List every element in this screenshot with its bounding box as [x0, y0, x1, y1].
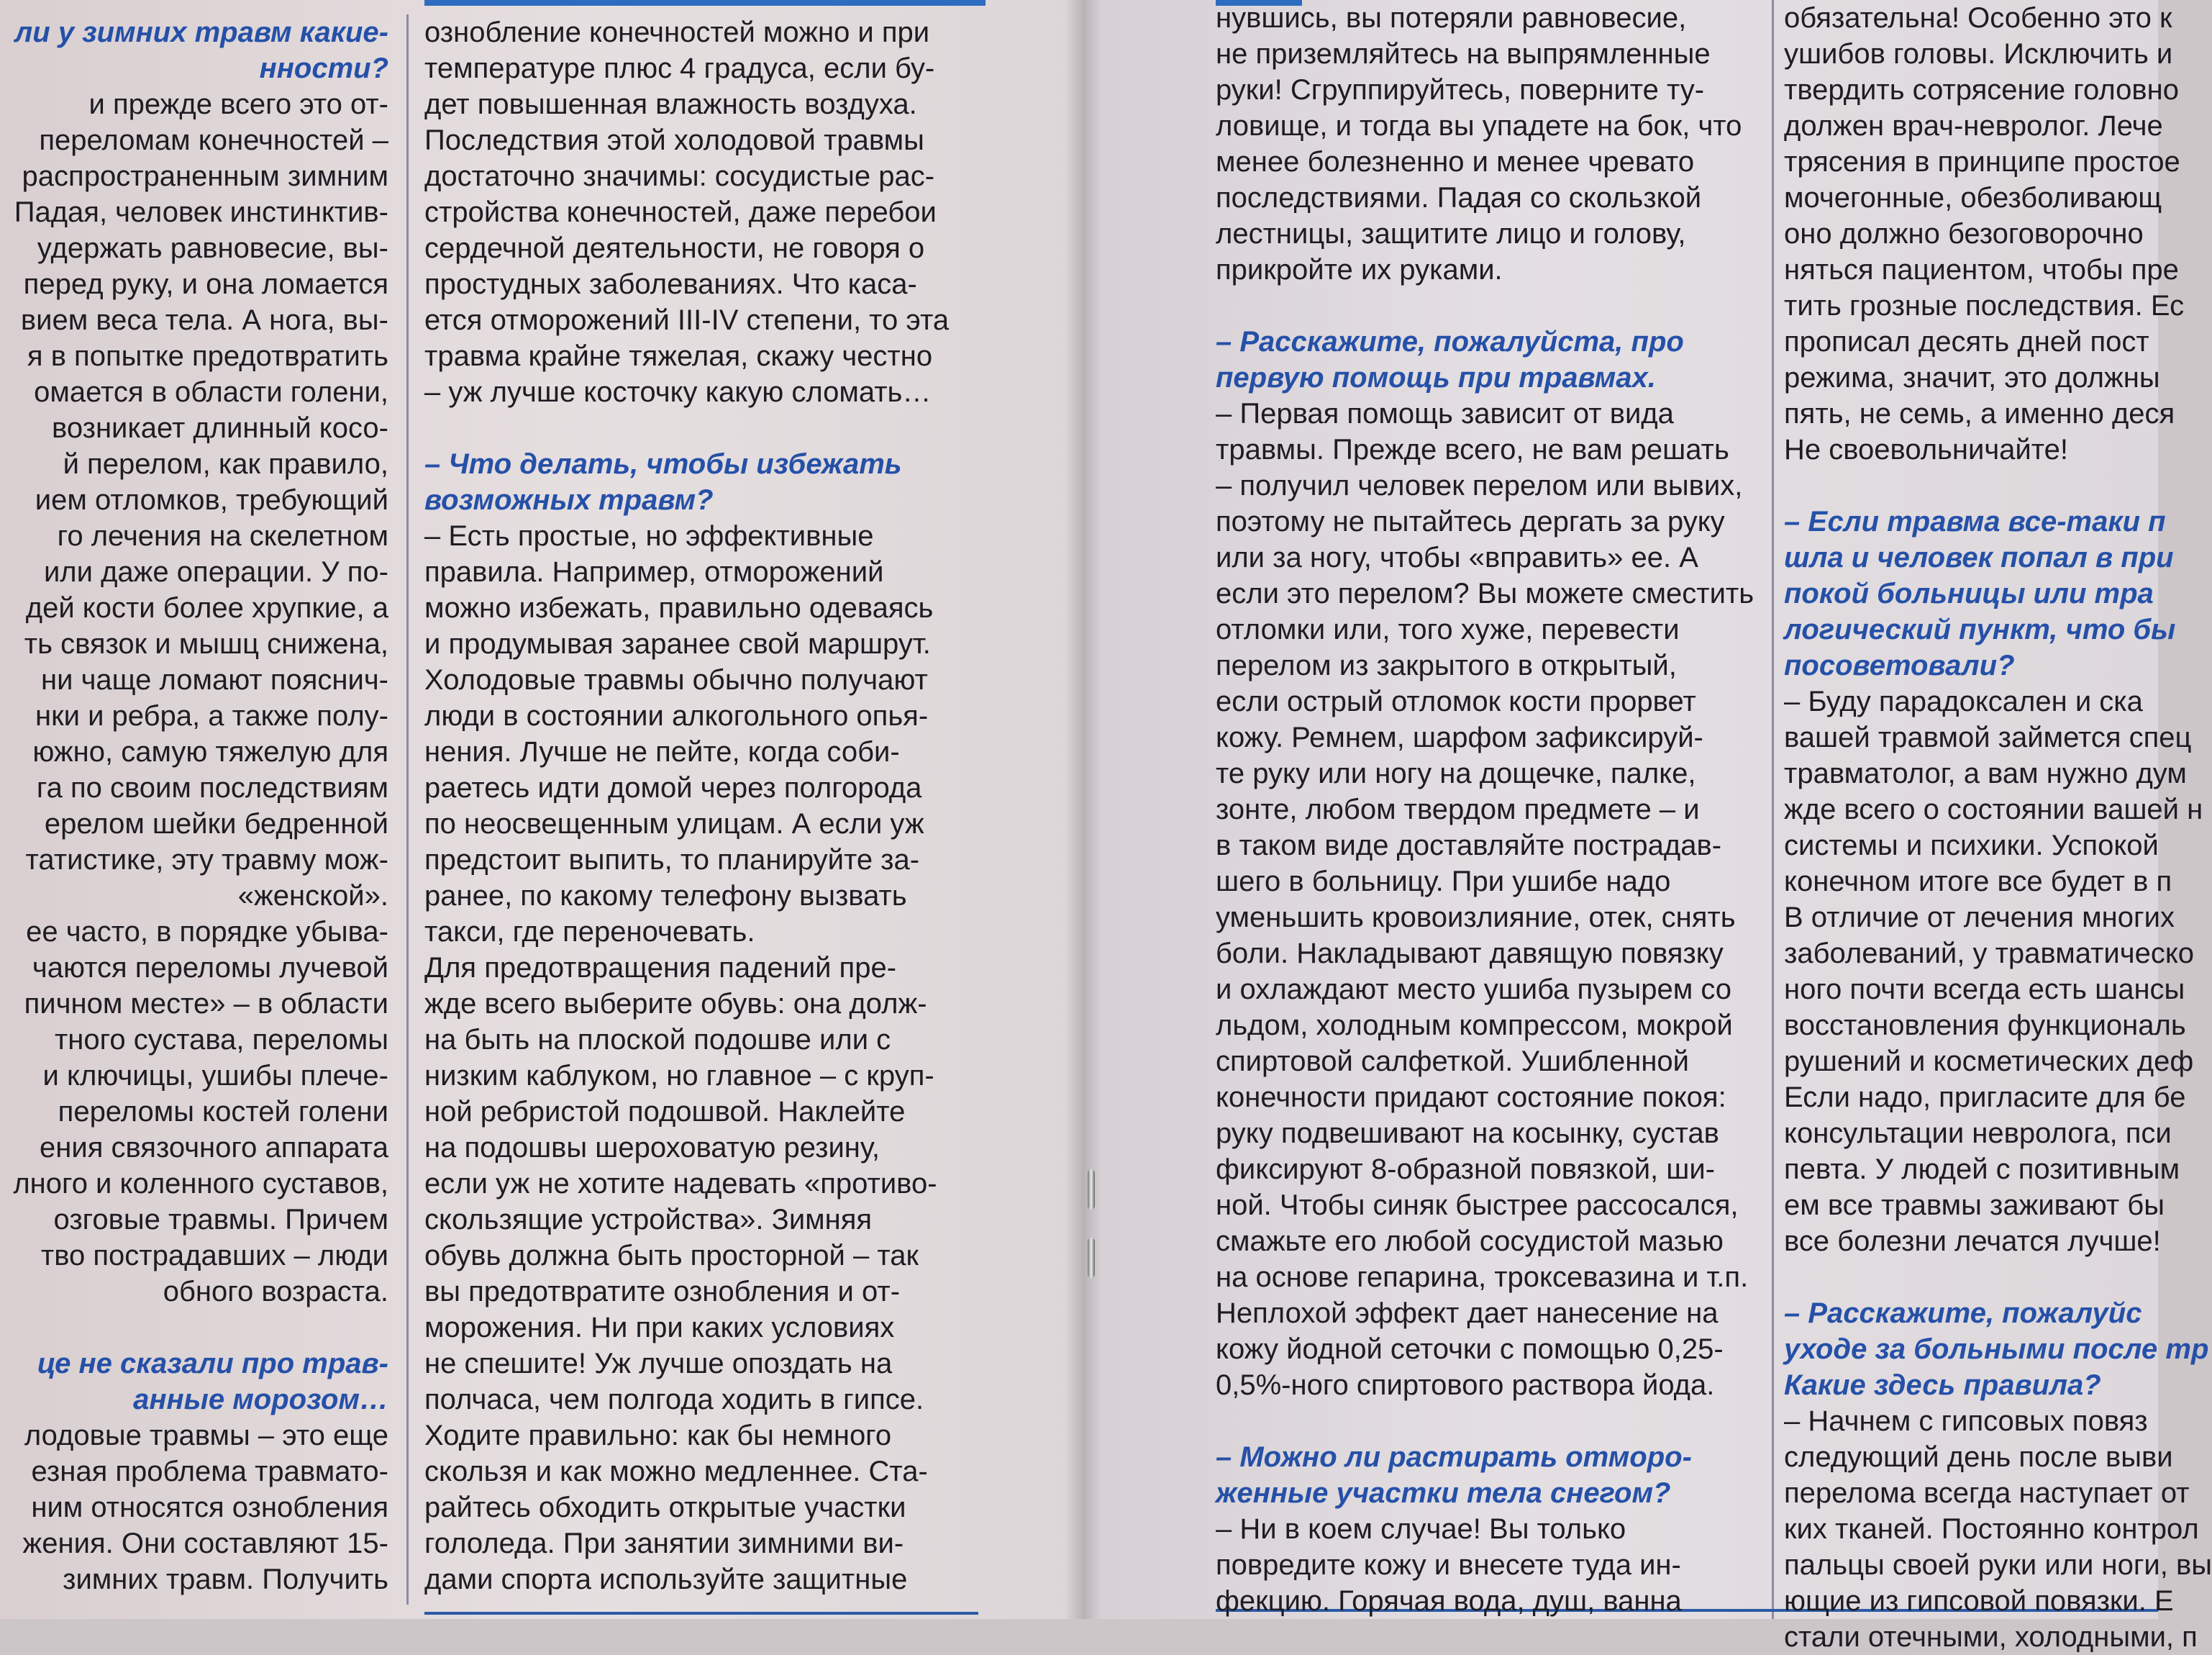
text-line: Неплохой эффект дает нанесение на [1216, 1297, 1719, 1329]
text-line: 0,5%-ного спиртового раствора йода. [1216, 1369, 1715, 1401]
text-line: тного сустава, переломы [54, 1024, 388, 1056]
text-line: ного почти всегда есть шансы [1784, 974, 2185, 1005]
text-line: люди в состоянии алкогольного опья- [424, 700, 929, 732]
text-line: нки и ребра, а также полу- [35, 700, 388, 732]
question-heading-line: Какие здесь правила? [1784, 1369, 2101, 1401]
text-line: жде всего о состоянии вашей н [1784, 794, 2203, 825]
text-line: В отличие от лечения многих [1784, 902, 2175, 933]
text-line: ознобление конечностей можно и при [424, 17, 930, 48]
text-line: райтесь обходить открытые участки [424, 1492, 906, 1523]
text-line: – Буду парадоксален и ска [1784, 686, 2143, 717]
text-line: на быть на плоской подошве или с [424, 1024, 891, 1056]
text-line: правила. Например, отморожений [424, 556, 884, 588]
text-line: консультации невролога, пси [1784, 1117, 2172, 1149]
question-heading-line: – Что делать, чтобы избежать [424, 448, 902, 480]
text-line: озговые травмы. Причем [53, 1204, 388, 1235]
text-line: ни чаще ломают пояснич- [41, 664, 388, 696]
text-line: восстановления функциональ [1784, 1010, 2186, 1041]
text-line: травма крайне тяжелая, скажу честно [424, 340, 933, 372]
text-line: распространенным зимним [22, 160, 388, 192]
question-heading-line: первую помощь при травмах. [1216, 362, 1656, 394]
text-line: вы предотвратите ознобления и от- [424, 1276, 901, 1307]
text-line: Не своевольничайте! [1784, 434, 2068, 466]
text-line: вием веса тела. А нога, вы- [20, 304, 388, 336]
text-line: ть связок и мышц снижена, [24, 628, 388, 660]
text-line: и охлаждают место ушиба пузырем со [1216, 974, 1732, 1005]
text-line [1216, 1403, 1770, 1439]
text-line: езная проблема травмато- [31, 1456, 388, 1487]
text-line: – уж лучше косточку какую сломать… [424, 376, 932, 408]
text-line: Если надо, пригласите для бе [1784, 1082, 2186, 1113]
text-line: зимних травм. Получить [63, 1564, 388, 1595]
text-line: предстоит выпить, то планируйте за- [424, 844, 920, 876]
text-line [1784, 468, 2158, 504]
text-line: – получил человек перелом или вывих, [1216, 470, 1743, 502]
text-line: системы и психики. Успокой [1784, 830, 2159, 861]
text-line [424, 410, 1000, 446]
text-line: ких тканей. Постоянно контрол [1784, 1513, 2199, 1545]
text-line: перелом из закрытого в открытый, [1216, 650, 1677, 681]
text-line: го лечения на скелетном [57, 520, 388, 552]
text-line: чаются переломы лучевой [32, 952, 388, 984]
text-line: ется отморожений III-IV степени, то эта [424, 304, 950, 336]
text-line: конечности придают состояние покоя: [1216, 1082, 1726, 1113]
bottom-accent-line-left [424, 1612, 978, 1615]
text-line: режима, значит, это должны [1784, 362, 2160, 394]
text-line: твердить сотрясение головно [1784, 74, 2179, 106]
question-heading-line: нности? [259, 53, 388, 84]
text-line: спиртовой салфеткой. Ушибленной [1216, 1046, 1690, 1077]
text-line: няться пациентом, чтобы пре [1784, 254, 2179, 286]
text-line: должен врач-невролог. Лече [1784, 110, 2163, 142]
binding-spine [1065, 0, 1101, 1619]
text-line: нувшись, вы потеряли равновесие, [1216, 2, 1687, 34]
text-line: жде всего выберите обувь: она долж- [424, 988, 927, 1020]
text-line: – Есть простые, но эффективные [424, 520, 874, 552]
text-line: прописал десять дней пост [1784, 326, 2149, 358]
text-line: температуре плюс 4 градуса, если бу- [424, 53, 935, 84]
text-line: руки! Сгруппируйтесь, поверните ту- [1216, 74, 1705, 106]
text-line: скользящие устройства». Зимняя [424, 1204, 873, 1235]
text-line: прикройте их руками. [1216, 254, 1503, 286]
text-line: переломам конечностей – [39, 124, 388, 156]
text-line: шего в больницу. При ушибе надо [1216, 866, 1671, 897]
text-line: тить грозные последствия. Ес [1784, 290, 2185, 322]
text-line: травматолог, а вам нужно дум [1784, 758, 2187, 789]
text-line: фиксируют 8-образной повязкой, ши- [1216, 1153, 1716, 1185]
text-line: ловище, и тогда вы упадете на бок, что [1216, 110, 1742, 142]
text-line: певта. У людей с позитивным [1784, 1153, 2180, 1185]
text-line: и прежде всего это от- [88, 89, 388, 120]
text-line: следующий день после выви [1784, 1441, 2173, 1473]
text-line: й перелом, как правило, [63, 448, 388, 480]
column-divider-2 [1772, 0, 1774, 1619]
text-line: тво пострадавших – люди [40, 1240, 388, 1271]
text-line: дет повышенная влажность воздуха. [424, 89, 917, 120]
text-line: отломки или, того хуже, перевести [1216, 614, 1680, 645]
text-line: ения связочного аппарата [40, 1132, 388, 1164]
text-line: зонте, любом твердом предмете – и [1216, 794, 1700, 825]
text-line: татистике, эту травму мож- [25, 844, 388, 876]
text-line: ним относятся ознобления [31, 1492, 388, 1523]
text-line: лестницы, защитите лицо и голову, [1216, 218, 1686, 250]
text-line: переломы костей голени [58, 1096, 388, 1128]
text-line: если это перелом? Вы можете сместить [1216, 578, 1754, 609]
text-column-1 [0, 14, 388, 1597]
text-line: обувь должна быть просторной – так [424, 1240, 919, 1271]
text-line: низким каблуком, но главное – с круп- [424, 1060, 934, 1092]
text-line: обного возраста. [163, 1276, 388, 1307]
text-line: руку подвешивают на косынку, сустав [1216, 1117, 1719, 1149]
text-line: по неосвещенным улицам. А если уж [424, 808, 924, 840]
text-line: южно, самую тяжелую для [32, 736, 388, 768]
text-line: ющие из гипсовой повязки. Е [1784, 1585, 2174, 1617]
text-line: боли. Накладывают давящую повязку [1216, 938, 1724, 969]
question-heading-line: логический пункт, что бы [1784, 614, 2176, 645]
text-line: фекцию. Горячая вода, душ, ванна [1216, 1585, 1682, 1617]
text-line: кожу йодной сеточки с помощью 0,25- [1216, 1333, 1724, 1365]
text-line: ием отломков, требующий [35, 484, 388, 516]
question-heading-line: уходе за больными после тр [1784, 1333, 2209, 1365]
question-heading-line: возможных травм? [424, 484, 714, 516]
question-heading-line: анные морозом… [133, 1384, 388, 1415]
text-line: вашей травмой займется спец [1784, 722, 2192, 753]
text-line: я в попытке предотвратить [27, 340, 388, 372]
text-line: заболеваний, у травматическо [1784, 938, 2195, 969]
text-line: те руку или ногу на дощечке, палке, [1216, 758, 1696, 789]
text-line: или за ногу, чтобы «вправить» ее. А [1216, 542, 1698, 573]
text-line: га по своим последствиям [36, 772, 388, 804]
question-heading-line: женные участки тела снегом? [1216, 1477, 1671, 1509]
question-heading-line: – Можно ли растирать отморо- [1216, 1441, 1692, 1473]
staple-bottom [1088, 1238, 1095, 1278]
text-line: скользя и как можно медленнее. Ста- [424, 1456, 928, 1487]
text-line: перелома всегда наступает от [1784, 1477, 2190, 1509]
text-line: травмы. Прежде всего, не вам решать [1216, 434, 1729, 466]
text-line: трясения в принципе простое [1784, 146, 2180, 178]
text-line: ной. Чтобы синяк быстрее рассосался, [1216, 1189, 1739, 1221]
text-column-3 [1216, 0, 1770, 1619]
text-line: – Ни в коем случае! Вы только [1216, 1513, 1626, 1545]
question-heading-line: ли у зимних травм какие- [14, 17, 388, 48]
text-line: пальцы своей руки или ноги, вы [1784, 1549, 2212, 1581]
text-line: «женской». [237, 880, 388, 912]
text-line: оно должно безоговорочно [1784, 218, 2144, 250]
question-heading-line: шла и человек попал в при [1784, 542, 2174, 573]
question-heading-line: покой больницы или тра [1784, 578, 2154, 609]
text-line: лодовые травмы – это еще [24, 1420, 388, 1451]
text-line: – Начнем с гипсовых повяз [1784, 1405, 2148, 1437]
text-line: ее часто, в порядке убыва- [26, 916, 388, 948]
question-heading-line: посоветовали? [1784, 650, 2015, 681]
text-line: дами спорта используйте защитные [424, 1564, 908, 1595]
text-line: если уж не хотите надевать «противо- [424, 1168, 937, 1200]
text-line [0, 1310, 388, 1346]
text-line: – Первая помощь зависит от вида [1216, 398, 1674, 430]
text-line: мочегонные, обезболивающ [1784, 182, 2162, 214]
text-line: стали отечными, холодными, п [1784, 1621, 2198, 1653]
text-line: Последствия этой холодовой травмы [424, 124, 924, 156]
text-line: простудных заболеваниях. Что каса- [424, 268, 917, 300]
text-line: гололеда. При занятии зимними ви- [424, 1528, 904, 1559]
text-line: Ходите правильно: как бы немного [424, 1420, 892, 1451]
text-line: перед руку, и она ломается [23, 268, 388, 300]
question-heading-line: це не сказали про трав- [37, 1348, 388, 1379]
text-line: пичном месте» – в области [24, 988, 388, 1020]
text-line: сердечной деятельности, не говоря о [424, 232, 925, 264]
text-line: если острый отломок кости прорвет [1216, 686, 1696, 717]
text-line: ушибов головы. Исключить и [1784, 38, 2173, 70]
text-line: уменьшить кровоизлияние, отек, снять [1216, 902, 1736, 933]
staple-top [1088, 1169, 1095, 1210]
question-heading-line: – Расскажите, пожалуйста, про [1216, 326, 1684, 358]
text-line: ерелом шейки бедренной [44, 808, 388, 840]
text-line: такси, где переночевать. [424, 916, 755, 948]
text-line: омается в области голени, [34, 376, 388, 408]
text-line: Для предотвращения падений пре- [424, 952, 897, 984]
column-divider-1 [406, 14, 409, 1605]
text-line: на подошвы шероховатую резину, [424, 1132, 880, 1164]
question-heading-line: – Расскажите, пожалуйс [1784, 1297, 2142, 1329]
text-line: не спешите! Уж лучше опоздать на [424, 1348, 893, 1379]
text-line: последствиями. Падая со скользкой [1216, 182, 1702, 214]
question-heading-line: – Если травма все-таки п [1784, 506, 2166, 538]
text-line: и ключицы, ушибы плече- [42, 1060, 388, 1092]
text-column-2 [424, 14, 1000, 1597]
text-line: ем все травмы заживают бы [1784, 1189, 2165, 1221]
text-line: пять, не семь, а именно деся [1784, 398, 2175, 430]
text-line: кожу. Ремнем, шарфом зафиксируй- [1216, 722, 1703, 753]
text-line: дей кости более хрупкие, а [25, 592, 388, 624]
text-line: не приземляйтесь на выпрямленные [1216, 38, 1711, 70]
text-line: можно избежать, правильно одеваясь [424, 592, 934, 624]
top-accent-line [424, 0, 986, 6]
text-line: морожения. Ни при каких условиях [424, 1312, 895, 1343]
text-line: стройства конечностей, даже перебои [424, 196, 937, 228]
text-line: льдом, холодным компрессом, мокрой [1216, 1010, 1733, 1041]
text-line: лного и коленного суставов, [13, 1168, 388, 1200]
text-column-4 [1784, 0, 2212, 1655]
text-line: Холодовые травмы обычно получают [424, 664, 928, 696]
text-line: смажьте его любой сосудистой мазью [1216, 1225, 1724, 1257]
text-line: менее болезненно и менее чревато [1216, 146, 1695, 178]
text-line: все болезни лечатся лучше! [1784, 1225, 2161, 1257]
text-line: повредите кожу и внесете туда ин- [1216, 1549, 1681, 1581]
text-line: на основе гепарина, троксевазина и т.п. [1216, 1261, 1749, 1293]
text-line [1216, 288, 1770, 324]
text-line: жения. Они составляют 15- [22, 1528, 388, 1559]
text-line [1784, 1259, 2158, 1295]
text-line: в таком виде доставляйте пострадав- [1216, 830, 1722, 861]
text-line: возникает длинный косо- [52, 412, 388, 444]
text-line: нения. Лучше не пейте, когда соби- [424, 736, 900, 768]
text-line: раетесь идти домой через полгорода [424, 772, 922, 804]
text-line: полчаса, чем полгода ходить в гипсе. [424, 1384, 924, 1415]
text-line: ной ребристой подошвой. Наклейте [424, 1096, 906, 1128]
text-line: ранее, по какому телефону вызвать [424, 880, 907, 912]
text-line: поэтому не пытайтесь дергать за руку [1216, 506, 1725, 538]
text-line: или даже операции. У по- [43, 556, 388, 588]
text-line: обязательна! Особенно это к [1784, 2, 2172, 34]
text-line: конечном итоге все будет в п [1784, 866, 2172, 897]
text-line: Падая, человек инстинктив- [14, 196, 388, 228]
text-line: и продумывая заранее свой маршрут. [424, 628, 931, 660]
text-line: достаточно значимы: сосудистые рас- [424, 160, 935, 192]
text-line: рушений и косметических деф [1784, 1046, 2194, 1077]
text-line: удержать равновесие, вы- [37, 232, 388, 264]
